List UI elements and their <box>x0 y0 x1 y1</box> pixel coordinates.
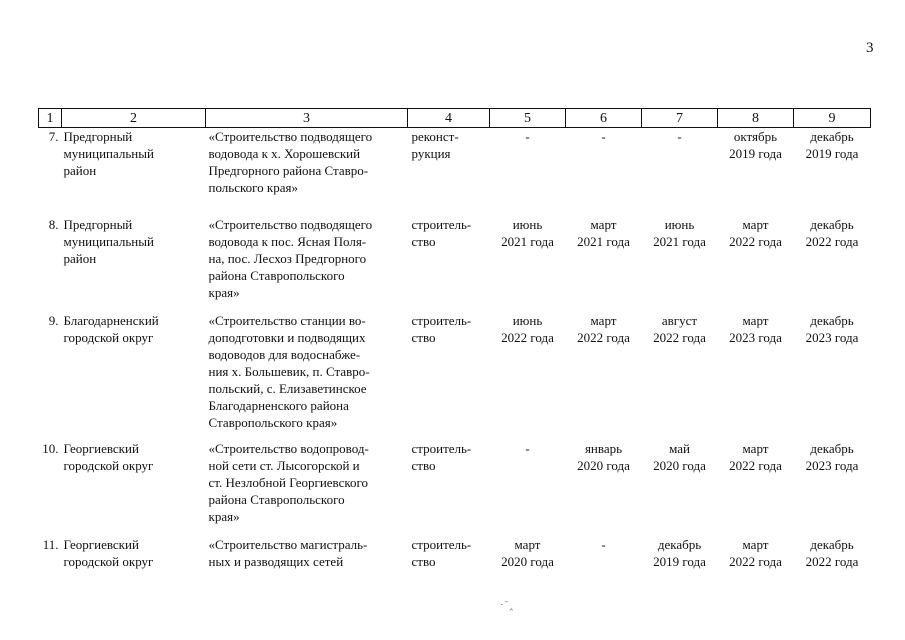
cell-text-line: 2022 года <box>805 234 859 249</box>
date-cell-6 <box>566 128 642 217</box>
cell-text-line: ство <box>411 330 436 345</box>
cell-text-line: Георгиевский <box>63 537 139 552</box>
date-cell-7 <box>642 216 718 312</box>
cell-text-line: март <box>742 441 769 456</box>
cell-text-line: май <box>669 441 690 456</box>
date-cell-9 <box>794 312 871 440</box>
cell-text-line: 2023 года <box>805 330 859 345</box>
date-cell-9 <box>794 440 871 536</box>
cell-text-line: - <box>525 129 530 144</box>
date-cell-6 <box>566 216 642 312</box>
cell-text-line: муниципальный <box>63 234 154 249</box>
cell-text-line: польский, с. Елизаветинское <box>208 381 367 396</box>
cell-text-line: водовода к пос. Ясная Поля- <box>208 234 367 249</box>
cell-text-line: 2023 года <box>729 330 782 345</box>
table-row <box>39 312 871 440</box>
date-cell-5 <box>490 128 566 217</box>
cell-text-line: строитель- <box>411 537 472 552</box>
cell-text-line: март <box>742 537 769 552</box>
cell-text-line: март <box>590 217 617 232</box>
date-cell-7 <box>642 128 718 217</box>
cell-text-line: ной сети ст. Лысогорской и <box>208 458 360 473</box>
row-number-cell: 9. <box>48 313 59 328</box>
cell-text-line: Благодарненский <box>63 313 159 328</box>
cell-text-line: края» <box>208 509 240 524</box>
cell-text-line: 2020 года <box>501 554 554 569</box>
cell-text-line: декабрь <box>810 537 854 552</box>
work-type-cell <box>408 128 490 217</box>
cell-text-line: польского края» <box>208 180 298 195</box>
cell-text-line: района Ставропольского <box>208 492 345 507</box>
cell-text-line: 2022 года <box>653 330 706 345</box>
date-cell-9 <box>794 536 871 576</box>
scan-mark: ·ˉ‸ <box>500 599 515 611</box>
date-cell-6 <box>566 536 642 576</box>
municipality-cell <box>62 216 206 312</box>
date-cell-9 <box>794 216 871 312</box>
projects-table <box>38 108 871 576</box>
cell-text-line: март <box>742 313 769 328</box>
header-cell: 4 <box>408 109 490 128</box>
cell-text-line: Предгорный <box>63 129 133 144</box>
work-type-cell <box>408 536 490 576</box>
cell-text-line: 2019 года <box>653 554 706 569</box>
cell-text-line: «Строительство магистраль- <box>208 537 368 552</box>
row-number-cell: 8. <box>48 217 59 232</box>
row-number-cell: 11. <box>42 537 59 552</box>
table-row <box>39 536 871 576</box>
page-number: 3 <box>866 40 874 56</box>
cell-text-line: ство <box>411 234 436 249</box>
cell-text-line: района Ставропольского <box>208 268 345 283</box>
cell-text-line: ных и разводящих сетей <box>208 554 344 569</box>
date-cell-7 <box>642 536 718 576</box>
cell-text-line: 2020 года <box>653 458 706 473</box>
cell-text-line: края» <box>208 285 240 300</box>
work-type-cell <box>408 216 490 312</box>
municipality-cell <box>62 440 206 536</box>
cell-text-line: реконст- <box>411 129 459 144</box>
cell-text-line: 2021 года <box>501 234 554 249</box>
cell-text-line: 2022 года <box>501 330 554 345</box>
work-type-cell <box>408 440 490 536</box>
date-cell-9 <box>794 128 871 217</box>
cell-text-line: август <box>661 313 698 328</box>
cell-text-line: декабрь <box>810 217 854 232</box>
table-row <box>39 216 871 312</box>
date-cell-5 <box>490 536 566 576</box>
cell-text-line: городской округ <box>63 554 154 569</box>
date-cell-7 <box>642 440 718 536</box>
cell-text-line: рукция <box>411 146 451 161</box>
cell-text-line: «Строительство подводящего <box>208 129 373 144</box>
cell-text-line: март <box>590 313 617 328</box>
cell-text-line: ство <box>411 554 436 569</box>
date-cell-8 <box>718 440 794 536</box>
cell-text-line: муниципальный <box>63 146 154 161</box>
cell-text-line: «Строительство водопровод- <box>208 441 369 456</box>
cell-text-line: городской округ <box>63 458 154 473</box>
header-cell: 9 <box>794 109 871 128</box>
cell-text-line: - <box>677 129 682 144</box>
cell-text-line: июнь <box>664 217 695 232</box>
date-cell-5 <box>490 312 566 440</box>
cell-text-line: январь <box>584 441 623 456</box>
cell-text-line: 2022 года <box>729 554 782 569</box>
project-name-cell <box>206 536 408 576</box>
cell-text-line: Предгорный <box>63 217 133 232</box>
header-cell: 8 <box>718 109 794 128</box>
cell-text-line: 2023 года <box>805 458 859 473</box>
row-number-cell: 7. <box>48 129 59 144</box>
cell-text-line: 2022 года <box>729 234 782 249</box>
cell-text-line: июнь <box>512 313 543 328</box>
cell-text-line: «Строительство станции во- <box>208 313 366 328</box>
cell-text-line: - <box>525 441 530 456</box>
cell-text-line: ство <box>411 458 436 473</box>
cell-text-line: строитель- <box>411 313 472 328</box>
date-cell-7 <box>642 312 718 440</box>
cell-text-line: 2022 года <box>729 458 782 473</box>
cell-text-line: октябрь <box>733 129 778 144</box>
cell-text-line: район <box>63 163 97 178</box>
cell-text-line: декабрь <box>810 313 854 328</box>
header-cell: 1 <box>39 109 62 128</box>
cell-text-line: городской округ <box>63 330 154 345</box>
header-cell: 2 <box>62 109 206 128</box>
row-number-cell: 10. <box>42 441 59 456</box>
project-name-cell <box>206 440 408 536</box>
header-cell: 3 <box>206 109 408 128</box>
cell-text-line: строитель- <box>411 217 472 232</box>
cell-text-line: 2019 года <box>729 146 782 161</box>
cell-text-line: - <box>601 537 606 552</box>
date-cell-8 <box>718 128 794 217</box>
date-cell-5 <box>490 216 566 312</box>
cell-text-line: водоводов для водоснабже- <box>208 347 361 362</box>
cell-text-line: 2022 года <box>577 330 630 345</box>
date-cell-6 <box>566 312 642 440</box>
cell-text-line: июнь <box>512 217 543 232</box>
cell-text-line: 2022 года <box>805 554 859 569</box>
project-name-cell <box>206 216 408 312</box>
cell-text-line: 2021 года <box>653 234 706 249</box>
municipality-cell <box>62 536 206 576</box>
cell-text-line: 2021 года <box>577 234 630 249</box>
date-cell-5 <box>490 440 566 536</box>
cell-text-line: ния х. Большевик, п. Ставро- <box>208 364 370 379</box>
cell-text-line: строитель- <box>411 441 472 456</box>
cell-text-line: 2019 года <box>805 146 859 161</box>
cell-text-line: декабрь <box>657 537 702 552</box>
cell-text-line: на, пос. Лесхоз Предгорного <box>208 251 367 266</box>
cell-text-line: район <box>63 251 97 266</box>
project-name-cell <box>206 128 408 217</box>
header-cell: 6 <box>566 109 642 128</box>
header-cell: 7 <box>642 109 718 128</box>
date-cell-8 <box>718 216 794 312</box>
date-cell-8 <box>718 312 794 440</box>
table-body <box>39 128 871 577</box>
date-cell-8 <box>718 536 794 576</box>
date-cell-6 <box>566 440 642 536</box>
cell-text-line: декабрь <box>810 441 854 456</box>
cell-text-line: - <box>601 129 606 144</box>
cell-text-line: Георгиевский <box>63 441 139 456</box>
municipality-cell <box>62 128 206 217</box>
cell-text-line: водовода к х. Хорошевский <box>208 146 361 161</box>
cell-text-line: март <box>742 217 769 232</box>
cell-text-line: март <box>514 537 541 552</box>
table-header-row <box>39 109 871 128</box>
work-type-cell <box>408 312 490 440</box>
cell-text-line: декабрь <box>810 129 854 144</box>
cell-text-line: Предгорного района Ставро- <box>208 163 369 178</box>
municipality-cell <box>62 312 206 440</box>
cell-text-line: доподготовки и подводящих <box>208 330 366 345</box>
table-row <box>39 440 871 536</box>
cell-text-line: Благодарненского района <box>208 398 349 413</box>
cell-text-line: 2020 года <box>577 458 630 473</box>
cell-text-line: Ставропольского края» <box>208 415 338 430</box>
cell-text-line: «Строительство подводящего <box>208 217 373 232</box>
cell-text-line: ст. Незлобной Георгиевского <box>208 475 369 490</box>
project-name-cell <box>206 312 408 440</box>
header-cell: 5 <box>490 109 566 128</box>
table-row <box>39 128 871 217</box>
